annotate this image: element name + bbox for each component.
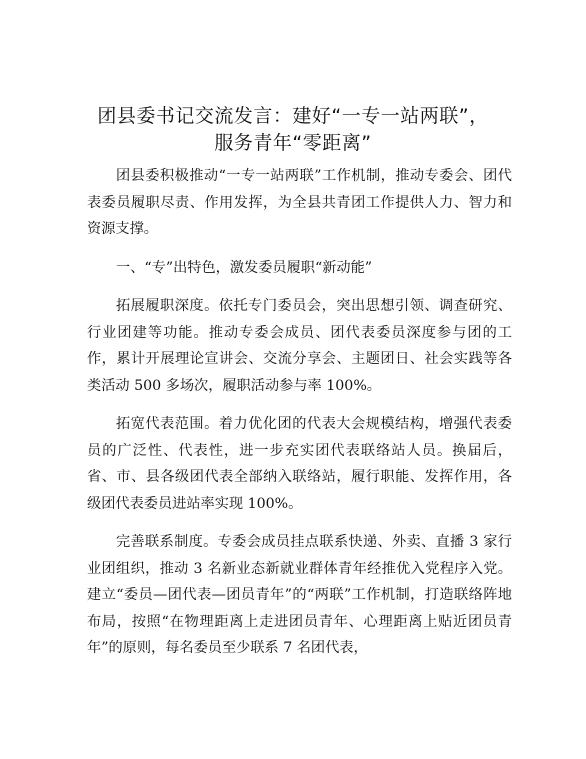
title-line-2: 服务青年“零距离” xyxy=(214,132,372,154)
document-title xyxy=(70,103,516,157)
paragraph-contact-system: 完善联系制度。专委会成员挂点联系快递、外卖、直播 3 家行业团组织，推动 3 名新业态新就业群体青年经推优入党程序入党。建立“委员—团代表—团员青年”的“两联”工作机制，打造联络阵地布局，按照“在物理距离上走进团员青年、心理距离上贴近团员青年”的原则，每名委员至少联系 7 名团代表， xyxy=(87,534,512,656)
paragraph-expand-depth: 拓展履职深度。依托专门委员会，突出思想引领、调查研究、行业团建等功能。推动专委会成员、团代表委员深度参与团的工作，累计开展理论宣讲会、交流分享会、主题团日、社会实践等各类活动 500 多场次，履职活动参与率 100%。 xyxy=(87,298,512,394)
intro-paragraph: 团县委积极推动“一专一站两联”工作机制，推动专委会、团代表委员履职尽责、作用发挥，为全县共青团工作提供人力、智力和资源支撑。 xyxy=(87,168,512,237)
section-heading-1: 一、“专”出特色，激发委员履职“新动能” xyxy=(116,259,373,276)
paragraph-widen-scope: 拓宽代表范围。着力优化团的代表大会规模结构，增强代表委员的广泛性、代表性，进一步充实团代表联络站人员。换届后，省、市、县各级团代表全部纳入联络站，履行职能、发挥作用，各级团代表委员进站率实现 100%。 xyxy=(87,416,512,512)
title-line-1: 团县委书记交流发言：建好“一专一站两联”， xyxy=(97,105,489,127)
document-body xyxy=(87,163,512,674)
